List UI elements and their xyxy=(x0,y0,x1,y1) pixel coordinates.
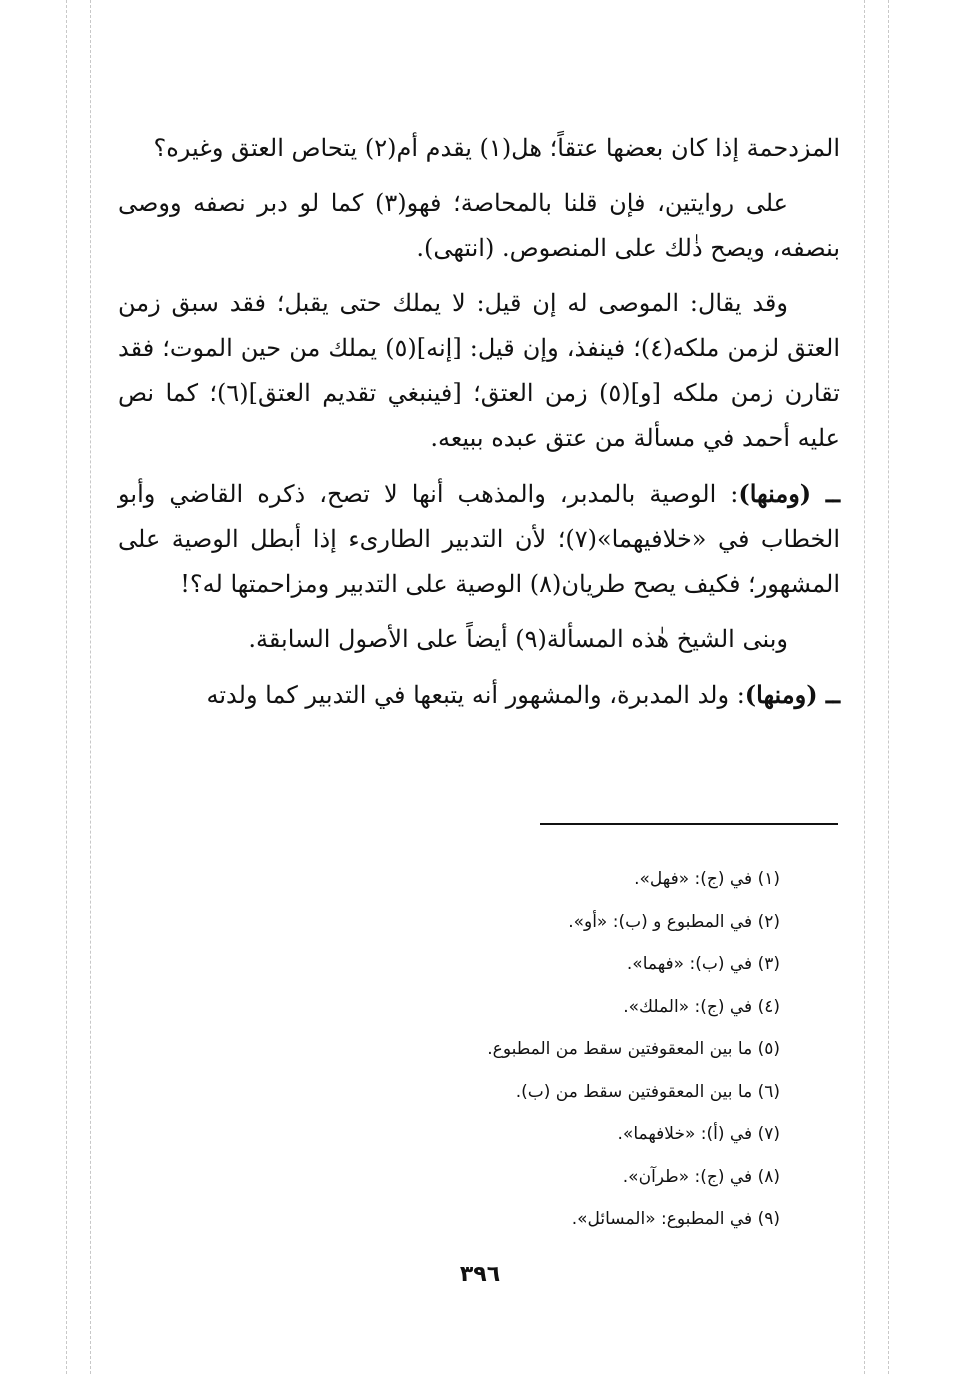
footnotes xyxy=(400,858,780,1241)
footnote: (٧) في (أ): «خلافهما». xyxy=(617,1124,780,1144)
footnote: (٩) في المطبوع: «المسائل». xyxy=(571,1209,780,1229)
paragraph xyxy=(118,471,840,607)
scan-guide-line xyxy=(864,0,865,1374)
paragraph-text: : الوصية بالمدبر، والمذهب أنها لا تصح، ذكره القاضي وأبو الخطاب في «خلافيهما»(٧)؛ لأن التدبير الطارىء إذا أبطل الوصية على المشهور؛ فكيف يصح طريان(٨) الوصية على التدبير ومزاحمتها له؟! xyxy=(118,480,840,598)
scan-guide-line xyxy=(66,0,67,1374)
footnote: (٥) ما بين المعقوفتين سقط من المطبوع. xyxy=(487,1039,780,1059)
section-marker: ــ (ومنها) xyxy=(744,680,840,709)
footnote: (٨) في (ج): «طرآن». xyxy=(622,1166,780,1187)
footnote: (١) في (ج): «فهل». xyxy=(634,869,780,889)
paragraph: وقد يقال: الموصى له إن قيل: لا يملك حتى يقبل؛ فقد سبق زمن العتق لزمن ملكه(٤)؛ فينفذ، وإن قيل: [إنه](٥) يملك من حين الموت؛ فقد تقارن زمن ملكه [و](٥) زمن العتق؛ [فينبغي تقديم العتق](٦)؛ كما نص عليه أحمد في مسألة من عتق عبده ببيعه. xyxy=(118,289,840,452)
footnote-divider xyxy=(540,823,838,825)
footnote: (٤) في (ج): «الملك». xyxy=(623,996,780,1017)
paragraph: على روايتين، فإن قلنا بالمحاصة؛ فهو(٣) كما لو دبر نصفه ووصى بنصفه، ويصح ذٰلك على المنصوص. (انتهى). xyxy=(118,189,840,262)
paragraph xyxy=(118,672,840,718)
paragraph: المزدحمة إذا كان بعضها عتقاً؛ هل(١) يقدم أم(٢) يتحاص العتق وغيره؟ xyxy=(153,134,840,162)
page-number: ٣٩٦ xyxy=(459,1262,501,1287)
main-text xyxy=(118,126,840,728)
footnote: (٣) في (ب): «فهما». xyxy=(626,954,780,974)
section-marker: ــ (ومنها) xyxy=(738,479,840,508)
footnote: (٢) في المطبوع و (ب): «أو». xyxy=(568,911,780,932)
footnote: (٦) ما بين المعقوفتين سقط من (ب). xyxy=(515,1081,780,1102)
scan-guide-line xyxy=(90,0,91,1374)
scan-guide-line xyxy=(888,0,889,1374)
paragraph: وبنى الشيخ هٰذه المسألة(٩) أيضاً على الأصول السابقة. xyxy=(248,625,788,653)
paragraph-text: : ولد المدبرة، والمشهور أنه يتبعها في التدبير كما ولدته xyxy=(206,681,745,709)
